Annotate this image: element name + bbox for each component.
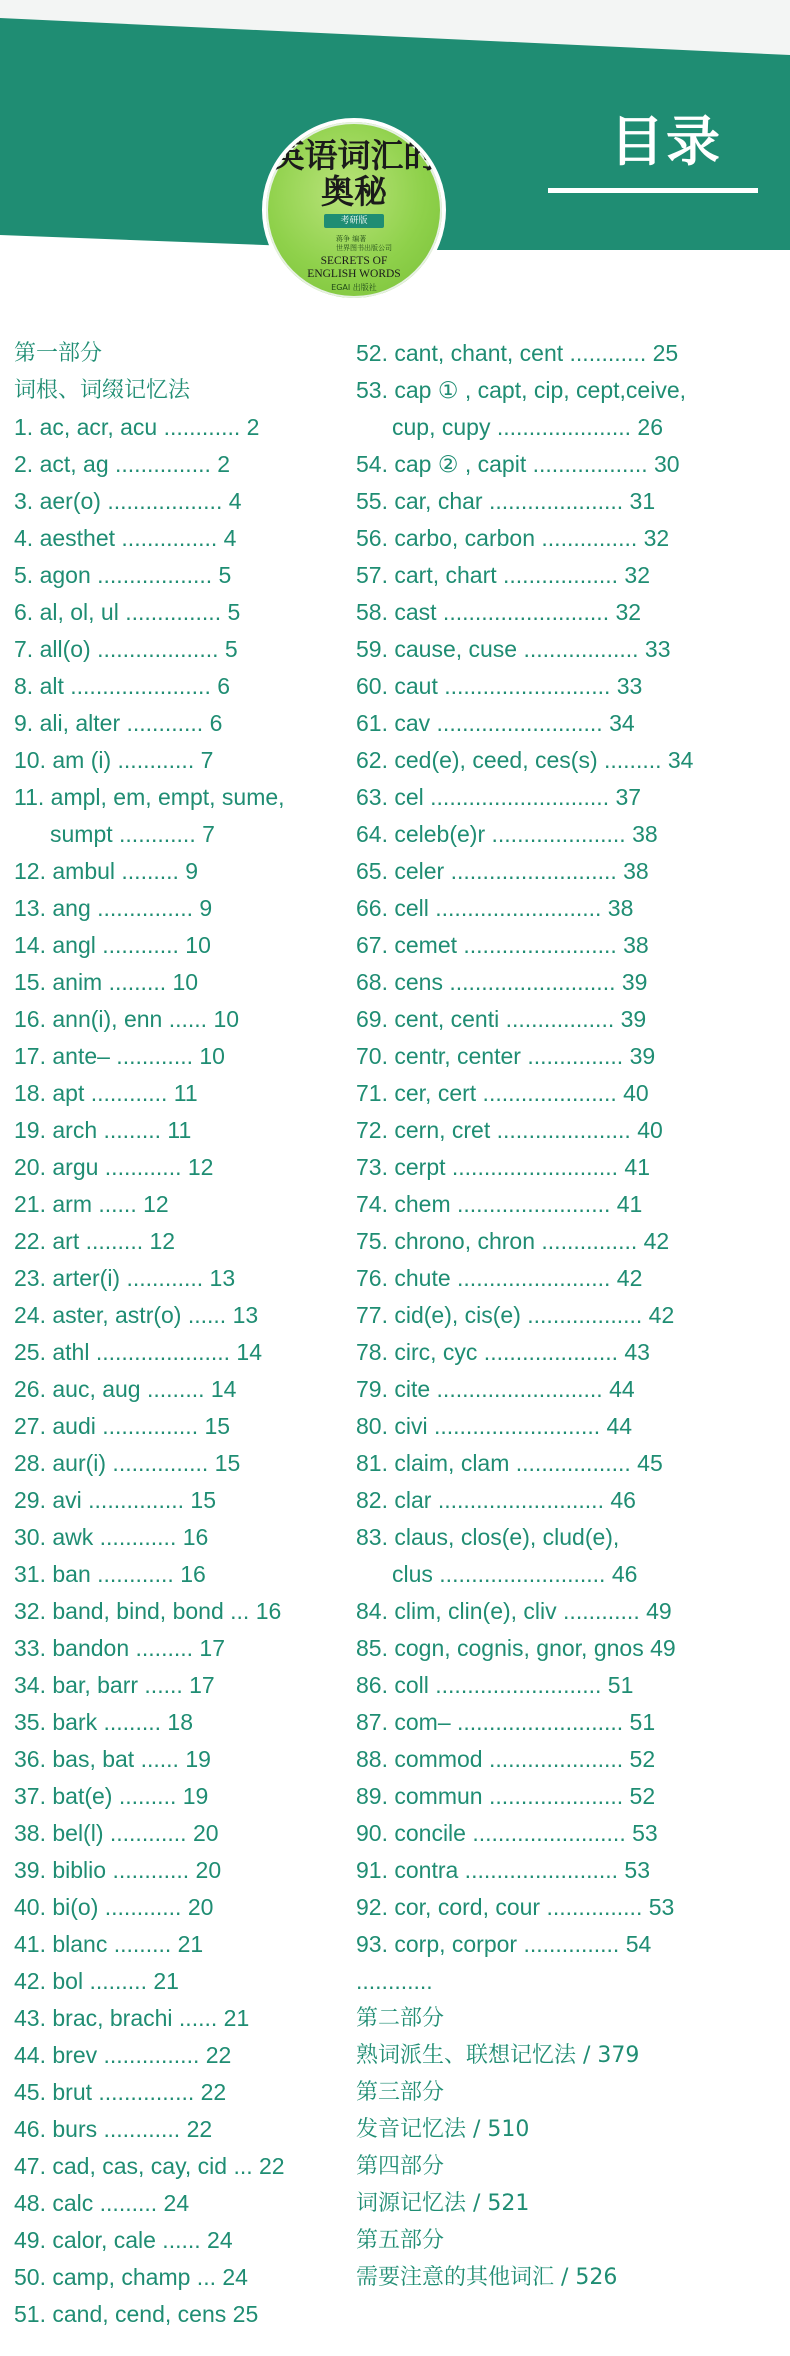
toc-entry: 26. auc, aug ......... 14 [14, 1376, 237, 1402]
toc-entry: 29. avi ............... 15 [14, 1487, 216, 1513]
toc-entry: cup, cupy ..................... 26 [392, 414, 664, 440]
toc-entry: 85. cogn, cognis, gnor, gnos 49 [356, 1635, 676, 1661]
book-cover-title [266, 138, 442, 210]
toc-entry: 13. ang ............... 9 [14, 895, 213, 921]
toc-right-column [356, 335, 782, 2296]
toc-entry: 49. calor, cale ...... 24 [14, 2227, 233, 2253]
toc-entry: 37. bat(e) ......... 19 [14, 1783, 209, 1809]
toc-entry: 40. bi(o) ............ 20 [14, 1894, 214, 1920]
toc-entry: 第五部分 [356, 2228, 445, 2253]
toc-entry: 18. apt ............ 11 [14, 1080, 198, 1106]
toc-entry: 熟词派生、联想记忆法 / 379 [356, 2043, 640, 2068]
toc-entry: 73. cerpt .......................... 41 [356, 1154, 651, 1180]
toc-entry: 词根、词缀记忆法 [14, 378, 191, 403]
toc-entry: 55. car, char ..................... 31 [356, 488, 656, 514]
toc-entry: 59. cause, cuse .................. 33 [356, 636, 671, 662]
toc-entry: 79. cite .......................... 44 [356, 1376, 635, 1402]
toc-entry: 50. camp, champ ... 24 [14, 2264, 248, 2290]
toc-entry: 第四部分 [356, 2154, 445, 2179]
book-cover-publisher: EGAI 出版社 [331, 283, 377, 292]
book-cover [262, 118, 446, 302]
toc-entry: 46. burs ............ 22 [14, 2116, 213, 2142]
header [0, 0, 790, 330]
toc-entry: 35. bark ......... 18 [14, 1709, 193, 1735]
toc-entry: 21. arm ...... 12 [14, 1191, 169, 1217]
toc-entry: 65. celer .......................... 38 [356, 858, 649, 884]
toc-entry: 74. chem ........................ 41 [356, 1191, 643, 1217]
toc-entry: 66. cell .......................... 38 [356, 895, 634, 921]
toc-entry: 61. cav .......................... 34 [356, 710, 635, 736]
toc-entry: 92. cor, cord, cour ............... 53 [356, 1894, 675, 1920]
toc-entry: 33. bandon ......... 17 [14, 1635, 225, 1661]
title-underline [548, 188, 758, 193]
toc-entry: 71. cer, cert ..................... 40 [356, 1080, 649, 1106]
book-cover-edition-badge: 考研版 [324, 214, 384, 228]
toc-entry: 70. centr, center ............... 39 [356, 1043, 656, 1069]
toc-entry: 词源记忆法 / 521 [356, 2191, 530, 2216]
toc-entry: 64. celeb(e)r ..................... 38 [356, 821, 658, 847]
toc-entry: 75. chrono, chron ............... 42 [356, 1228, 670, 1254]
toc-entry: 72. cern, cret ..................... 40 [356, 1117, 663, 1143]
toc-entry: 60. caut .......................... 33 [356, 673, 643, 699]
toc-entry: 76. chute ........................ 42 [356, 1265, 643, 1291]
toc-entry: 7. all(o) ................... 5 [14, 636, 238, 662]
toc-entry: 14. angl ............ 10 [14, 932, 211, 958]
toc-entry: 83. claus, clos(e), clud(e), [356, 1524, 620, 1550]
toc-entry: 10. am (i) ............ 7 [14, 747, 214, 773]
toc-entry: 20. argu ............ 12 [14, 1154, 214, 1180]
toc-entry: 39. biblio ............ 20 [14, 1857, 222, 1883]
book-cover-title-line1: 英语词汇的 [271, 136, 437, 175]
toc-entry: 57. cart, chart .................. 32 [356, 562, 651, 588]
toc-entry: 16. ann(i), enn ...... 10 [14, 1006, 240, 1032]
toc-entry: 23. arter(i) ............ 13 [14, 1265, 236, 1291]
toc-entry: 42. bol ......... 21 [14, 1968, 179, 1994]
toc-entry: 第三部分 [356, 2080, 445, 2105]
book-cover-author: 蒋争 编著 世界图书出版公司 [336, 235, 392, 252]
toc-entry: 4. aesthet ............... 4 [14, 525, 237, 551]
toc-entry: 27. audi ............... 15 [14, 1413, 231, 1439]
toc-entry: 45. brut ............... 22 [14, 2079, 227, 2105]
toc-entry: 32. band, bind, bond ... 16 [14, 1598, 282, 1624]
toc-entry: 38. bel(l) ............ 20 [14, 1820, 219, 1846]
toc-entry: 31. ban ............ 16 [14, 1561, 206, 1587]
toc-entry: 19. arch ......... 11 [14, 1117, 192, 1143]
toc-entry: 41. blanc ......... 21 [14, 1931, 204, 1957]
toc-entry: sumpt ............ 7 [50, 821, 215, 847]
toc-entry: 69. cent, centi ................. 39 [356, 1006, 647, 1032]
toc-entry: 25. athl ..................... 14 [14, 1339, 263, 1365]
toc-entry: 第二部分 [356, 2006, 445, 2031]
toc-entry: 86. coll .......................... 51 [356, 1672, 634, 1698]
toc-entry: 30. awk ............ 16 [14, 1524, 209, 1550]
toc-entry: 11. ampl, em, empt, sume, [14, 784, 285, 810]
toc-entry: 第一部分 [14, 341, 103, 366]
toc-entry: clus .......................... 46 [392, 1561, 638, 1587]
toc-entry: 15. anim ......... 10 [14, 969, 199, 995]
toc-entry: 8. alt ...................... 6 [14, 673, 231, 699]
toc-entry: 53. cap ① , capt, cip, cept,ceive, [356, 377, 687, 403]
toc-entry: 12. ambul ......... 9 [14, 858, 199, 884]
toc-entry: 1. ac, acr, acu ............ 2 [14, 414, 260, 440]
book-cover-title-line2: 奥秘 [321, 172, 387, 211]
toc-entry: 24. aster, astr(o) ...... 13 [14, 1302, 259, 1328]
toc-entry: 52. cant, chant, cent ............ 25 [356, 340, 679, 366]
toc-entry: 58. cast .......................... 32 [356, 599, 642, 625]
toc-entry: ............ [356, 1968, 433, 1994]
toc-entry: 78. circ, cyc ..................... 43 [356, 1339, 650, 1365]
toc-entry: 87. com– .......................... 51 [356, 1709, 656, 1735]
toc-entry: 80. civi .......................... 44 [356, 1413, 633, 1439]
toc-entry: 28. aur(i) ............... 15 [14, 1450, 241, 1476]
toc-entry: 44. brev ............... 22 [14, 2042, 232, 2068]
toc-entry: 47. cad, cas, cay, cid ... 22 [14, 2153, 285, 2179]
toc-entry: 22. art ......... 12 [14, 1228, 176, 1254]
toc-entry: 68. cens .......................... 39 [356, 969, 648, 995]
toc-entry: 17. ante– ............ 10 [14, 1043, 225, 1069]
toc-entry: 9. ali, alter ............ 6 [14, 710, 223, 736]
toc-entry: 3. aer(o) .................. 4 [14, 488, 242, 514]
toc-entry: 43. brac, brachi ...... 21 [14, 2005, 250, 2031]
toc-entry: 81. claim, clam .................. 45 [356, 1450, 663, 1476]
toc-left-column [14, 335, 354, 2333]
toc-entry: 82. clar .......................... 46 [356, 1487, 636, 1513]
toc-entry: 6. al, ol, ul ............... 5 [14, 599, 241, 625]
toc-entry: 发音记忆法 / 510 [356, 2117, 530, 2142]
toc-entry: 77. cid(e), cis(e) .................. 42 [356, 1302, 675, 1328]
toc-entry: 48. calc ......... 24 [14, 2190, 190, 2216]
page-title: 目录 [610, 110, 722, 173]
toc-entry: 51. cand, cend, cens 25 [14, 2301, 259, 2327]
toc-entry: 需要注意的其他词汇 / 526 [356, 2265, 618, 2290]
toc-entry: 89. commun ..................... 52 [356, 1783, 656, 1809]
toc-entry: 63. cel ............................ 37 [356, 784, 642, 810]
toc-entry: 36. bas, bat ...... 19 [14, 1746, 211, 1772]
toc-entry: 91. contra ........................ 53 [356, 1857, 651, 1883]
toc-entry: 84. clim, clin(e), cliv ............ 49 [356, 1598, 672, 1624]
toc-entry: 88. commod ..................... 52 [356, 1746, 656, 1772]
toc-entry: 62. ced(e), ceed, ces(s) ......... 34 [356, 747, 694, 773]
toc-entry: 93. corp, corpor ............... 54 [356, 1931, 652, 1957]
toc-entry: 67. cemet ........................ 38 [356, 932, 649, 958]
toc-entry: 54. cap ② , capit .................. 30 [356, 451, 680, 477]
toc-entry: 2. act, ag ............... 2 [14, 451, 231, 477]
toc-entry: 5. agon .................. 5 [14, 562, 232, 588]
toc-entry: 34. bar, barr ...... 17 [14, 1672, 215, 1698]
book-cover-english-title: SECRETS OF ENGLISH WORDS [307, 255, 401, 280]
toc-entry: 90. concile ........................ 53 [356, 1820, 658, 1846]
toc-entry: 56. carbo, carbon ............... 32 [356, 525, 670, 551]
